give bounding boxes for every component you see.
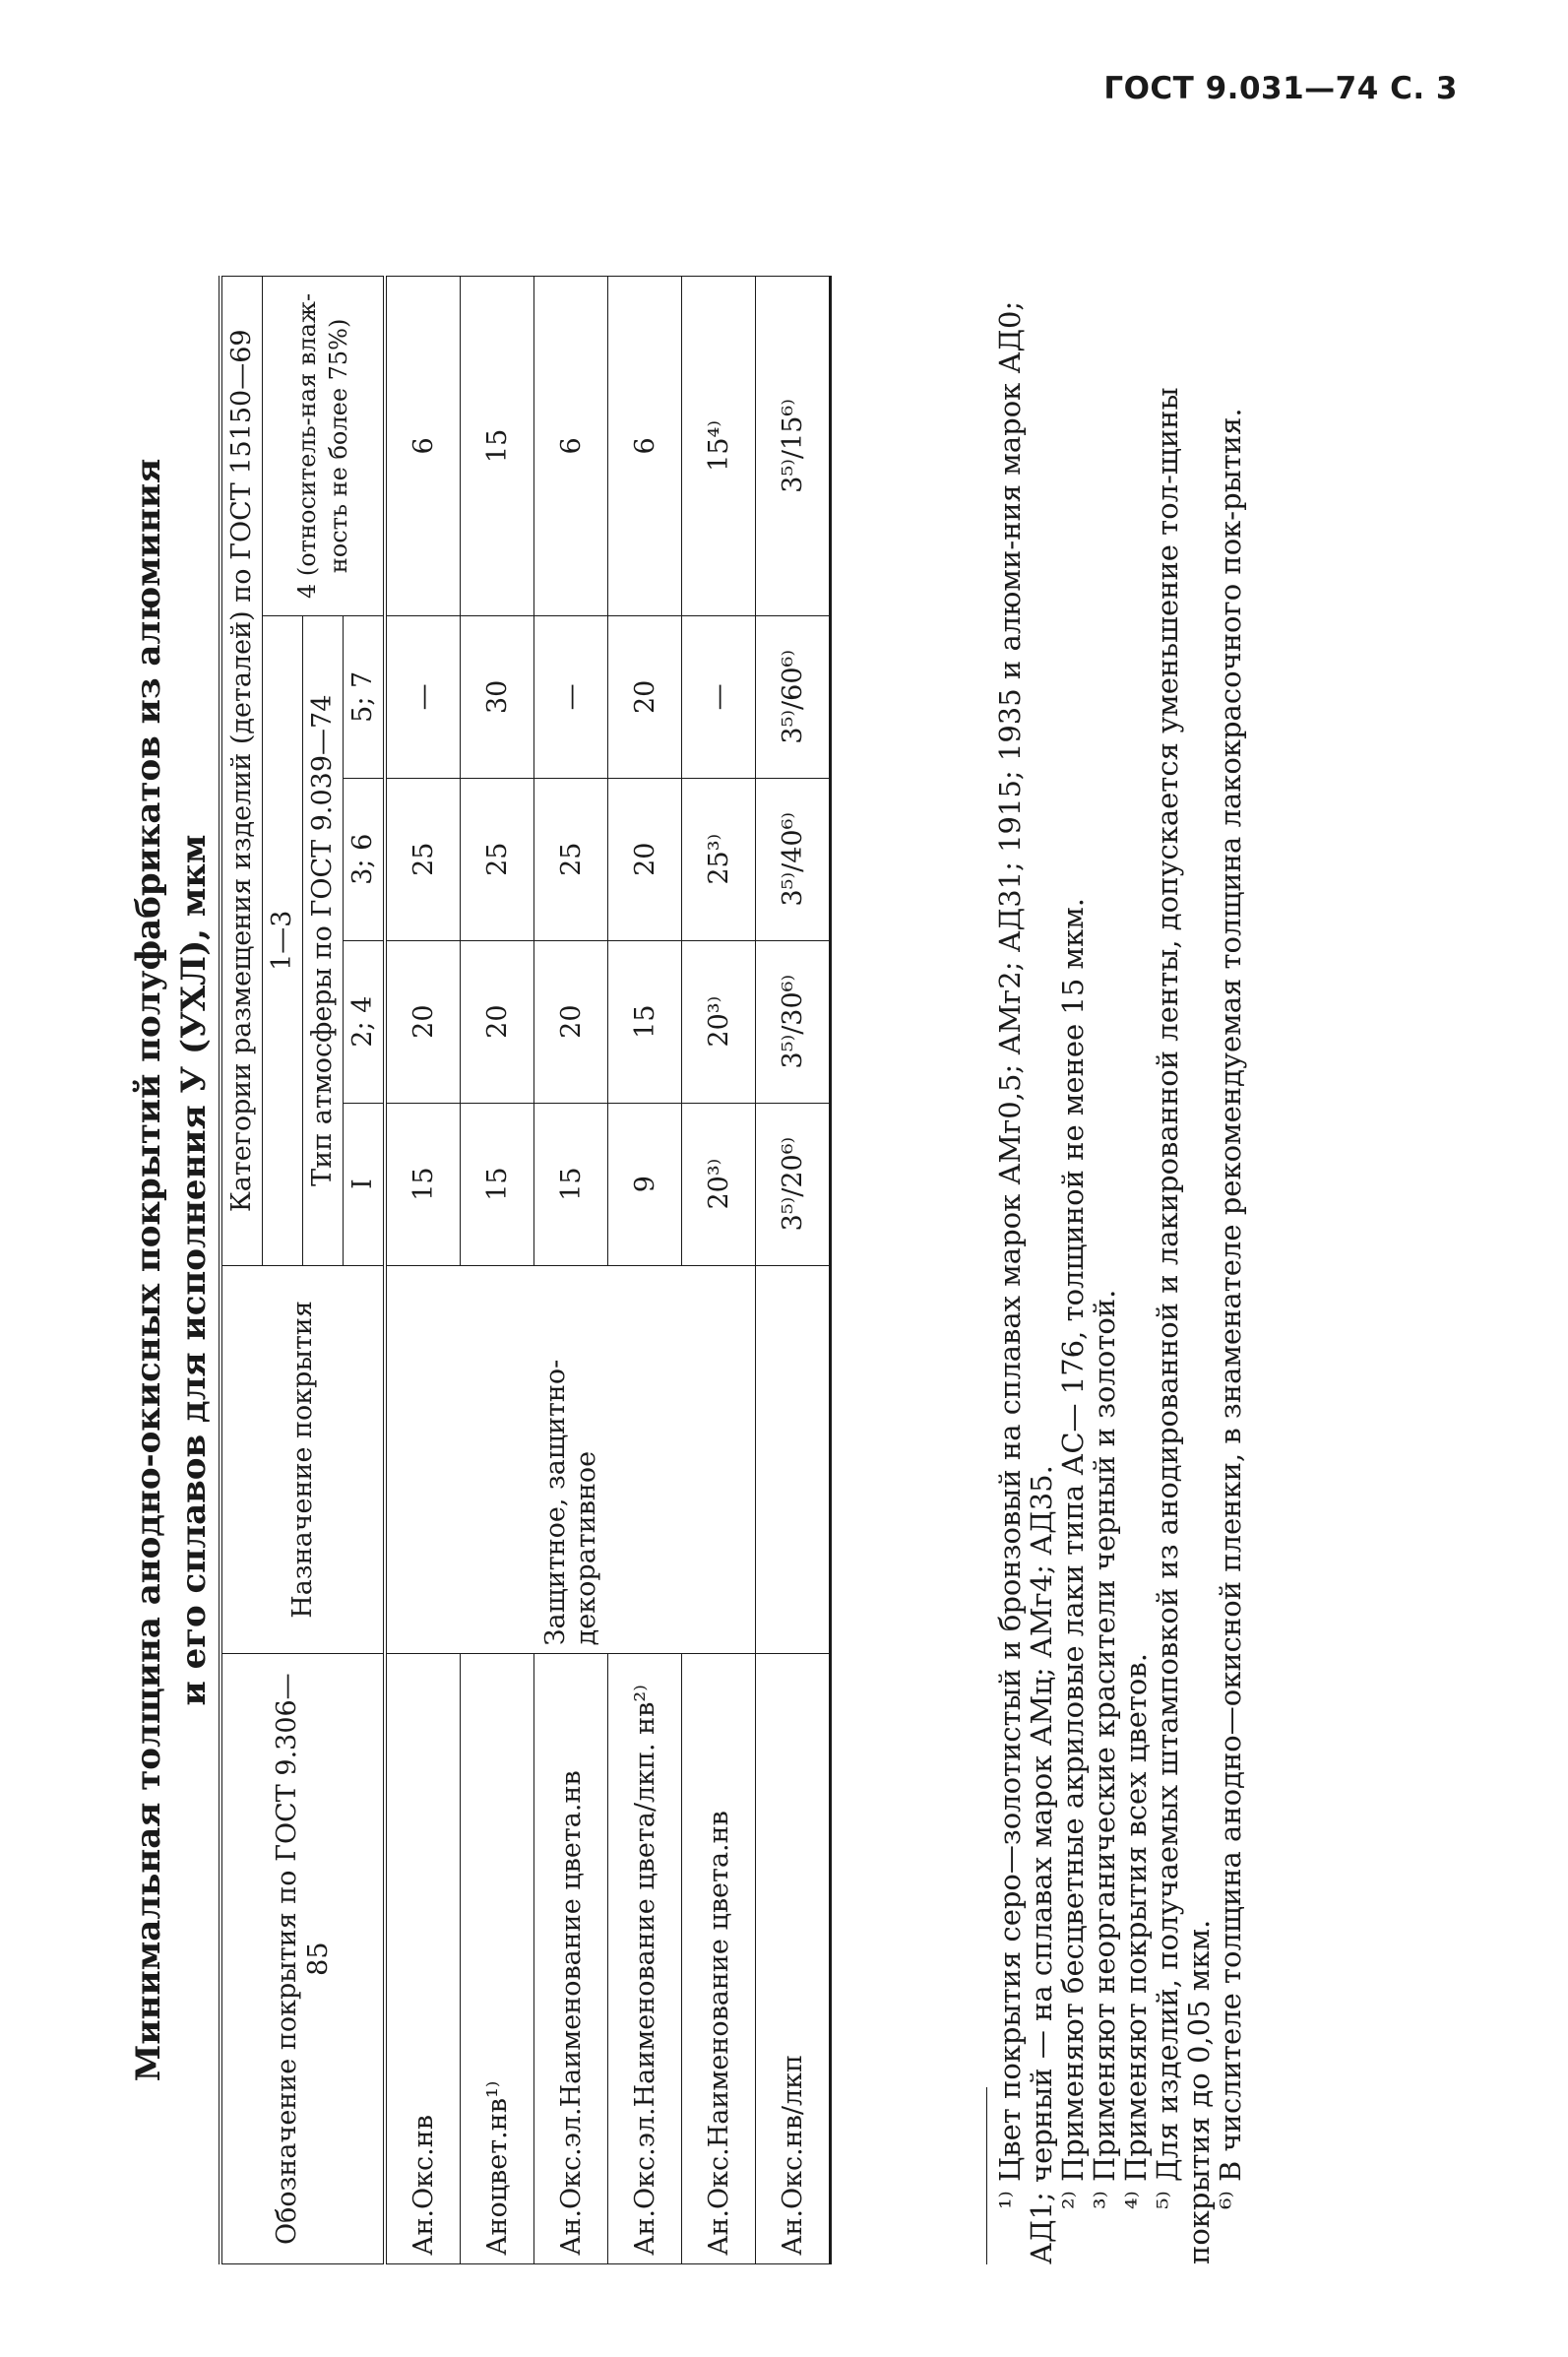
cell-value: 25 <box>534 778 608 940</box>
cell-value: 30 <box>461 615 534 778</box>
cell-value: 20³⁾ <box>682 940 756 1103</box>
cell-value: 6 <box>608 277 682 616</box>
footnote-1: ¹⁾ Цвет покрытия серо—золотистый и бронзовый на сплавах марок АМг0,5; АМг2; АД31; 1915; 1935 и алюми-ния марок АД0; АД1; черный — на сплавах марок АМц; АМг4; АД35. <box>993 300 1058 2264</box>
cell-value: 15 <box>608 940 682 1103</box>
cell-value: 3⁵⁾/20⁶⁾ <box>756 1103 831 1265</box>
footnotes <box>994 295 1246 2264</box>
cell-value: 3⁵⁾/15⁶⁾ <box>756 277 831 616</box>
row-designation: Ан.Окс.эл.Наименование цвета.нв <box>534 1654 608 2264</box>
cell-value: 20 <box>385 940 461 1103</box>
header-atm-col-4: 5; 7 <box>347 670 378 723</box>
cell-value: 6 <box>385 277 461 616</box>
row-designation: Ан.Окс.нв/лкп <box>756 1654 831 2264</box>
cell-value: — <box>682 615 756 778</box>
header-purpose: Назначение покрытия <box>220 1265 385 1654</box>
header-atm-col-3: 3; 6 <box>344 778 383 940</box>
header-atm-cols <box>344 616 383 1265</box>
footnote-divider <box>986 2087 987 2264</box>
header-designation: Обозначение покрытия по ГОСТ 9.306—85 <box>220 1654 385 2264</box>
cell-value: 3⁵⁾/40⁶⁾ <box>756 778 831 940</box>
cell-value: 15 <box>461 277 534 616</box>
row-designation: Ан.Окс.Наименование цвета.нв <box>682 1654 756 2264</box>
cell-value: 20³⁾ <box>682 1103 756 1265</box>
row-designation: Ан.Окс.эл.Наименование цвета/лкп. нв²⁾ <box>608 1654 682 2264</box>
coating-thickness-table <box>219 276 832 2264</box>
cell-value: 20 <box>534 940 608 1103</box>
header-cat-1-3: 1—3 <box>263 615 303 1265</box>
rotated-page-content <box>108 276 1280 2264</box>
table-row <box>756 277 831 2264</box>
cell-value: 20 <box>608 615 682 778</box>
header-atm-col-2: 2; 4 <box>344 940 383 1103</box>
footnote-3: ³⁾ Применяют неорганические красители черный и золотой. <box>1088 1289 1121 2209</box>
header-atm-col-1: I <box>344 1103 383 1265</box>
footnote-6: ⁶⁾ В числителе толщина анодно—окисной пленки, в знаменателе рекомендуемая толщина лакокрасочного пок-рытия. <box>1214 408 1247 2209</box>
cell-value: 20 <box>608 778 682 940</box>
header-atm-type: Тип атмосферы по ГОСТ 9.039—74 <box>303 616 344 1265</box>
cell-value: 9 <box>608 1103 682 1265</box>
cell-value: 15 <box>461 1103 534 1265</box>
cell-value: — <box>534 615 608 778</box>
footnote-2: ²⁾ Применяют бесцветные акриловые лаки типа АС— 176, толщиной не менее 15 мкм. <box>1056 898 1090 2209</box>
purpose-cell: Защитное, защитно-декоративное <box>385 1265 756 1654</box>
header-categories: Категории размещения изделий (деталей) по ГОСТ 15150—69 <box>220 277 263 1266</box>
footnote-4: ⁴⁾ Применяют покрытия всех цветов. <box>1119 1653 1153 2209</box>
cell-value: 15⁴⁾ <box>682 277 756 616</box>
header-cat-4: 4 (относитель-ная влаж-ность не более 75%) <box>263 277 386 616</box>
cell-value: 6 <box>534 277 608 616</box>
row-designation: Аноцвет.нв¹⁾ <box>461 1654 534 2264</box>
cell-value: 3⁵⁾/60⁶⁾ <box>756 615 831 778</box>
cell-value: 3⁵⁾/30⁶⁾ <box>756 940 831 1103</box>
title-line-2: и его сплавов для исполнения У (УХЛ), мкм <box>174 834 214 1706</box>
footnote-5: ⁵⁾ Для изделий, получаемых штамповкой из анодированной и лакированной ленты, допускается уменьшение тол-щины покрытия до 0,05 мкм. <box>1151 387 1216 2264</box>
table-title <box>126 276 217 2264</box>
row-designation: Ан.Окс.нв <box>385 1654 461 2264</box>
cell-value: 20 <box>461 940 534 1103</box>
header-atm-group <box>303 615 386 1265</box>
cell-value: 25 <box>385 778 461 940</box>
cell-value: 15 <box>385 1103 461 1265</box>
cell-value: 25³⁾ <box>682 778 756 940</box>
cell-value: 15 <box>534 1103 608 1265</box>
purpose-cell-empty <box>756 1265 831 1654</box>
page-header: ГОСТ 9.031—74 С. 3 <box>1103 71 1458 106</box>
table-row <box>385 277 461 2264</box>
cell-value: — <box>385 615 461 778</box>
title-line-1: Минимальная толщина анодно-окисных покрытий полуфабрикатов из алюминия <box>129 458 168 2082</box>
cell-value: 25 <box>461 778 534 940</box>
